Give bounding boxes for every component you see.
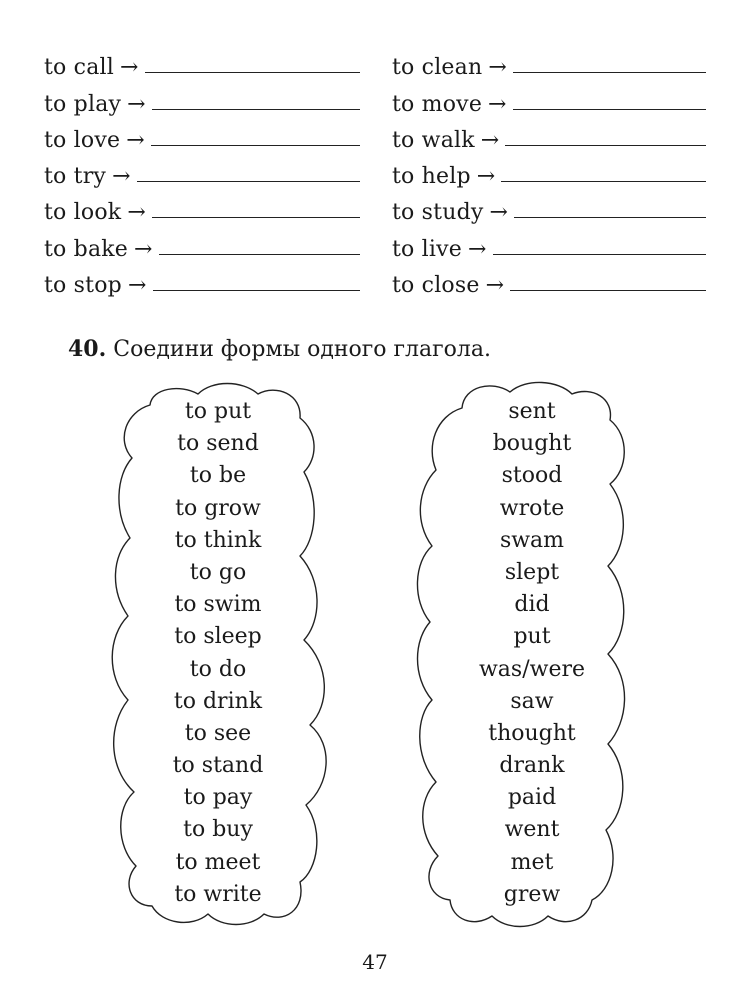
past-form-word[interactable]: saw (510, 688, 554, 714)
arrow-icon: → (127, 200, 146, 226)
verb-label: to live (392, 236, 462, 262)
infinitive-word[interactable]: to stand (172, 753, 264, 779)
arrow-icon: → (488, 55, 507, 81)
infinitive-word[interactable]: to send (177, 431, 259, 457)
past-form-word[interactable]: paid (507, 785, 557, 811)
infinitives-list (130, 396, 306, 911)
past-form-word[interactable]: bought (492, 431, 572, 457)
past-form-word[interactable]: was/were (478, 656, 586, 682)
infinitive-word[interactable]: to think (174, 527, 262, 553)
arrow-icon: → (489, 200, 509, 226)
verb-label: to clean (392, 55, 483, 81)
verb-label: to play (44, 91, 122, 117)
arrow-icon: → (120, 55, 139, 81)
verb-label: to help (392, 164, 471, 190)
past-form-word[interactable]: did (514, 592, 550, 618)
infinitive-word[interactable]: to do (189, 656, 247, 682)
verb-label: to study (392, 200, 484, 226)
infinitive-word[interactable]: to sleep (174, 624, 262, 650)
verb-label: to move (392, 91, 483, 117)
verb-label: to close (392, 273, 480, 299)
arrow-icon: → (480, 127, 500, 153)
past-form-word[interactable]: thought (488, 720, 576, 746)
infinitive-word[interactable]: to write (174, 881, 262, 907)
verb-label: to stop (44, 273, 122, 299)
past-form-word[interactable]: swam (499, 527, 565, 553)
infinitive-word[interactable]: to meet (175, 849, 261, 875)
verb-label: to try (44, 164, 107, 190)
infinitive-word[interactable]: to go (189, 559, 247, 585)
arrow-icon: → (476, 164, 496, 190)
infinitive-word[interactable]: to buy (183, 817, 253, 843)
infinitive-word[interactable]: to put (184, 399, 252, 424)
verb-label: to bake (44, 236, 129, 262)
past-form-word[interactable]: met (510, 849, 554, 875)
arrow-icon: → (485, 273, 505, 299)
infinitive-word[interactable]: to pay (183, 785, 253, 811)
past-form-word[interactable]: put (513, 624, 551, 650)
exercise-instruction: Соедини формы одного глагола. (113, 337, 492, 362)
past-forms-list (444, 396, 620, 911)
infinitive-word[interactable]: to be (189, 463, 247, 489)
verb-label: to love (44, 127, 121, 153)
arrow-icon: → (468, 236, 487, 262)
infinitive-word[interactable]: to see (184, 720, 252, 746)
arrow-icon: → (488, 91, 507, 117)
verb-label: to walk (392, 127, 475, 153)
arrow-icon: → (126, 127, 145, 153)
verb-label: to call (44, 55, 114, 81)
past-form-word[interactable]: grew (503, 881, 561, 907)
past-form-word[interactable]: sent (508, 399, 556, 424)
arrow-icon: → (134, 236, 153, 262)
past-form-word[interactable]: wrote (499, 495, 565, 521)
arrow-icon: → (127, 91, 146, 117)
past-form-word[interactable]: drank (499, 753, 565, 779)
infinitive-word[interactable]: to grow (175, 495, 261, 521)
arrow-icon: → (127, 273, 147, 299)
past-form-word[interactable]: slept (504, 559, 560, 585)
infinitive-word[interactable]: to swim (174, 592, 262, 618)
arrow-icon: → (112, 164, 131, 190)
exercise-number: 40. (68, 336, 107, 362)
page-number: 47 (362, 950, 388, 974)
infinitive-word[interactable]: to drink (173, 688, 263, 714)
verb-label: to look (44, 200, 122, 226)
past-form-word[interactable]: stood (501, 463, 563, 489)
past-form-word[interactable]: went (504, 817, 560, 843)
